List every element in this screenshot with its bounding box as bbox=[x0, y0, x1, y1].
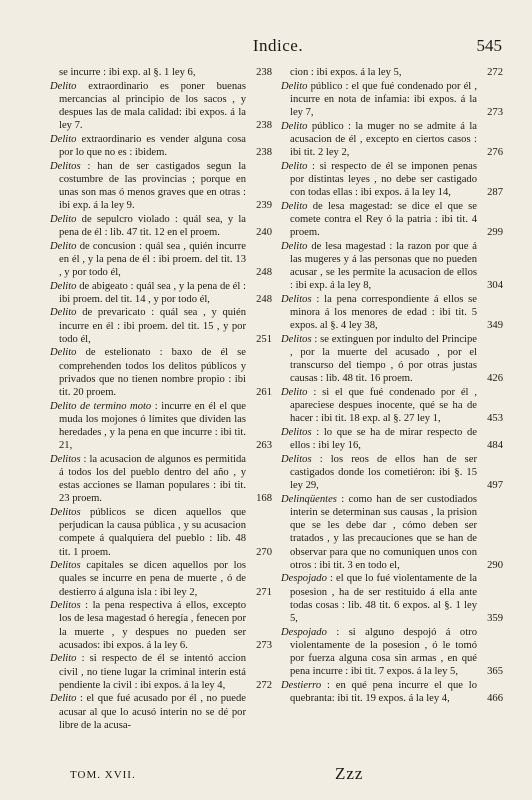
entry-page-number: 238 bbox=[256, 147, 272, 158]
entry-page-number: 276 bbox=[487, 147, 503, 158]
entry-text: : han de ser castigados segun la costumbre de las provincias ; porque en unas son mas ó menos graves que en otras : ibi exp. á la ley 9. bbox=[59, 160, 246, 212]
index-entry bbox=[50, 240, 272, 280]
entry-term: Delito bbox=[50, 240, 77, 252]
entry-text: de abigeato : quál sea , y la pena de él : ibi proem. del tit. 14 , y por todo él, bbox=[59, 280, 246, 305]
entry-text: de concusion : quál sea , quién incurre en él , y la pena de él : ibi proem. del tit. 13 , y por todo él, bbox=[59, 240, 246, 278]
index-entry bbox=[281, 240, 503, 293]
entry-page-number: 248 bbox=[256, 267, 272, 278]
entry-text: : se extinguen por indulto del Principe , por la muerte del acusado , por el transcurso del tiempo , ó por otras justas causas : lib. 48 tit. 16 proem. bbox=[290, 333, 477, 385]
index-entry bbox=[50, 280, 272, 306]
index-entry bbox=[50, 400, 272, 453]
entry-page-number: 484 bbox=[487, 440, 503, 452]
index-entry bbox=[281, 333, 503, 386]
entry-text: : los reos de ellos han de ser castigados donde los cometiéron: ibi §. 15 ley 29, bbox=[290, 453, 477, 492]
entry-page-number: 261 bbox=[256, 387, 272, 398]
entry-page-number: 271 bbox=[256, 586, 272, 598]
entry-text: : si respecto de él se intentó accion civil , no tiene lugar la criminal interin está pendiente la civil : ibi expos. á la ley 4, bbox=[59, 653, 246, 691]
index-entry bbox=[281, 386, 503, 426]
entry-term: Delito bbox=[50, 280, 77, 292]
entry-text: : lo que se ha de mirar respecto de ellos : ibi ley 16, bbox=[290, 427, 477, 452]
entry-text: extraordinario es vender alguna cosa por lo que no es : ibidem. bbox=[59, 133, 246, 158]
entry-text: extraordinario es poner buenas mercancias al principio de los sacos , y despues las de mala calidad: ibi expos. á la ley 7. bbox=[59, 80, 246, 132]
entry-text: cion : ibi expos. á la ley 5, bbox=[290, 67, 402, 78]
entry-page-number: 304 bbox=[487, 280, 503, 292]
entry-page-number: 466 bbox=[487, 693, 503, 705]
entry-term: Destierro bbox=[281, 679, 322, 691]
entry-page-number: 273 bbox=[256, 639, 272, 651]
entry-page-number: 365 bbox=[487, 666, 503, 678]
entry-term: Delitos bbox=[50, 560, 81, 572]
entry-term: Delitos bbox=[281, 333, 312, 345]
entry-term: Delinqüentes bbox=[281, 493, 337, 505]
entry-page-number: 497 bbox=[487, 480, 503, 492]
index-entry bbox=[50, 346, 272, 399]
index-entry bbox=[50, 160, 272, 213]
entry-page-number: 239 bbox=[256, 200, 272, 212]
entry-text: : la pena correspondiente á ellos se minora á los menores de edad : ibi tit. 5 expos. al §. 4 ley 38, bbox=[290, 293, 477, 332]
entry-term: Delito de termino moto bbox=[50, 400, 152, 412]
index-entry bbox=[50, 213, 272, 239]
entry-page-number: 240 bbox=[256, 227, 272, 238]
index-entry bbox=[50, 80, 272, 133]
page-title: Indice. bbox=[252, 36, 304, 55]
entry-page-number: 263 bbox=[256, 440, 272, 452]
entry-term: Delitos bbox=[281, 453, 312, 465]
entry-page-number: 426 bbox=[487, 373, 503, 385]
entry-text: de lesa magestad: se dice el que se comete contra el Rey ó la patria : ibi tit. 4 proem. bbox=[290, 200, 477, 238]
entry-term: Delito bbox=[50, 80, 77, 92]
index-entry bbox=[50, 506, 272, 559]
entry-text: : si alguno despojó á otro violentamente de la posesion , ó le tomó por fuerza alguna cosa sin armas , en qué pena incurre : ibi tit. 7 expos. á la ley 5, bbox=[290, 626, 477, 678]
entry-text: : si el que fué condenado por él , apareciese despues inocente, qué se ha de hacer : ibi tit. 18 exp. al §. 27 ley 1, bbox=[290, 387, 477, 425]
index-entry bbox=[50, 66, 272, 79]
index-entry bbox=[50, 692, 272, 732]
entry-page-number: 238 bbox=[256, 67, 272, 78]
entry-term: Delitos bbox=[50, 160, 81, 172]
entry-text: de lesa magestad : la razon por que á las mugeres y á las personas que no pueden acusar , se les permite la acusacion de ellos : ibi exp. á la ley 8, bbox=[290, 240, 477, 292]
index-entry bbox=[281, 426, 503, 452]
entry-text: público : la muger no se admite á la acusacion de él , excepto en ciertos casos : ibi tit. 2 ley 2, bbox=[290, 120, 477, 158]
entry-term: Delito bbox=[50, 133, 77, 145]
entry-text: : incurre en él el que muda los mojones ó límites que dividen las heredades , y la pena en que incurre : ibi tit. 21, bbox=[59, 400, 246, 452]
entry-text: : el que fué acusado por él , no puede acusar al que lo acusó interin no se dé por libre de la acusa- bbox=[59, 693, 246, 731]
index-entry bbox=[281, 120, 503, 160]
entry-term: Delito bbox=[281, 387, 308, 398]
gathering-mark: Zzz bbox=[335, 764, 364, 783]
entry-term: Delito bbox=[50, 653, 77, 665]
entry-text: públicos se dicen aquellos que perjudican la causa pública , y su acusacion compete á qualquiera del pueblo : lib. 48 tit. 1 proem. bbox=[59, 507, 246, 558]
entry-page-number: 272 bbox=[487, 67, 503, 78]
page-number: 545 bbox=[476, 36, 502, 55]
entry-page-number: 272 bbox=[256, 679, 272, 691]
entry-term: Delitos bbox=[281, 293, 312, 305]
index-entry bbox=[50, 306, 272, 346]
volume-signature: TOM. XVII. bbox=[70, 769, 136, 781]
entry-text: : la pena respectiva á ellos, excepto los de lesa magestad ó heregía , fenecen por la muerte , y despues no pueden ser acusados: ibi expos. á la ley 6. bbox=[59, 600, 246, 651]
entry-text: público : el que fué condenado por él , incurre en nota de infamia: ibi expos. á la ley 7, bbox=[290, 80, 477, 118]
entry-term: Delito bbox=[50, 307, 77, 319]
entry-text: se incurre : ibi exp. al §. 1 ley 6, bbox=[59, 67, 196, 78]
index-entry bbox=[281, 80, 503, 120]
entry-page-number: 270 bbox=[256, 546, 272, 558]
index-entry bbox=[281, 453, 503, 493]
entry-term: Delito bbox=[281, 240, 308, 252]
entry-page-number: 299 bbox=[487, 227, 503, 238]
entry-text: : como han de ser custodiados interin se determinan sus causas , la prision que se les debe dar , cómo deben ser tratados , y las precauciones que se han de observar para que no comuniquen unos con otros : ibi tit. 3 en todo el, bbox=[290, 493, 477, 571]
entry-page-number: 273 bbox=[487, 107, 503, 118]
entry-text: : si respecto de él se imponen penas por distintas leyes , no debe ser castigado con todas ellas : ibi expos. á la ley 14, bbox=[290, 160, 477, 198]
entry-page-number: 349 bbox=[487, 320, 503, 332]
entry-text: de prevaricato : quál sea , y quién incurre en él : ibi proem. del tit. 15 , y por todo él, bbox=[59, 307, 246, 345]
entry-page-number: 238 bbox=[256, 120, 272, 132]
index-entry bbox=[50, 599, 272, 652]
entry-term: Delitos bbox=[50, 507, 81, 518]
index-entry bbox=[281, 626, 503, 679]
index-entry bbox=[281, 572, 503, 625]
entry-term: Delitos bbox=[50, 453, 81, 465]
entry-term: Despojado bbox=[281, 573, 327, 585]
index-entry bbox=[50, 559, 272, 599]
entry-page-number: 248 bbox=[256, 293, 272, 305]
entry-term: Delitos bbox=[281, 427, 312, 438]
entry-term: Delito bbox=[50, 213, 77, 225]
entry-text: : el que lo fué violentamente de la posesion , ha de ser restituido á ella ante todas cosas : lib. 48 tit. 6 expos. al §. 1 ley 5, bbox=[290, 573, 477, 625]
entry-term: Delito bbox=[281, 120, 308, 132]
entry-text: : en qué pena incurre el que lo quebranta: ibi tit. 19 expos. á la ley 4, bbox=[290, 679, 477, 705]
index-entry bbox=[50, 453, 272, 506]
entry-text: : la acusacion de algunos es permitida á todos los del pueblo dentro del año , y estas acciones se llaman populares : ibi tit. 23 proem. bbox=[59, 453, 246, 505]
right-column bbox=[281, 66, 503, 706]
index-entry bbox=[281, 293, 503, 333]
entry-term: Delito bbox=[281, 80, 308, 92]
entry-page-number: 359 bbox=[487, 613, 503, 625]
entry-term: Delito bbox=[50, 347, 77, 359]
entry-page-number: 453 bbox=[487, 413, 503, 425]
index-entry bbox=[281, 66, 503, 79]
entry-text: de estelionato : baxo de él se comprehenden todos los delitos públicos y privados que no tienen nombre propio : ibi tit. 20 proem. bbox=[59, 347, 246, 398]
index-entry bbox=[50, 652, 272, 692]
index-entry bbox=[281, 493, 503, 572]
entry-page-number: 168 bbox=[256, 493, 272, 505]
entry-term: Delitos bbox=[50, 600, 81, 612]
left-column bbox=[50, 66, 272, 732]
index-entry bbox=[50, 133, 272, 159]
index-entry bbox=[281, 200, 503, 240]
index-entry bbox=[281, 160, 503, 200]
entry-page-number: 290 bbox=[487, 559, 503, 571]
entry-term: Delito bbox=[281, 200, 308, 212]
entry-page-number: 251 bbox=[256, 333, 272, 345]
entry-page-number: 287 bbox=[487, 187, 503, 198]
entry-term: Delito bbox=[50, 693, 77, 705]
entry-text: capitales se dicen aquellos por los quales se incurre en pena de muerte , ó de destierro á alguna isla : ibi ley 2, bbox=[59, 560, 246, 598]
entry-term: Despojado bbox=[281, 626, 327, 638]
entry-term: Delito bbox=[281, 160, 308, 172]
index-entry bbox=[281, 679, 503, 705]
entry-text: de sepulcro violado : quál sea, y la pena de él : lib. 47 tit. 12 en el proem. bbox=[59, 213, 246, 238]
